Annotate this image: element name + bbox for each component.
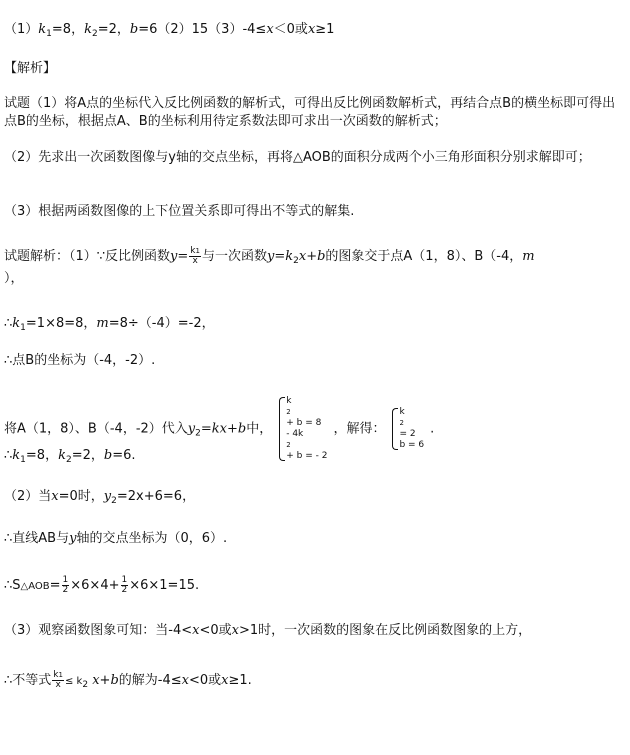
text: ≥1. bbox=[228, 673, 252, 688]
answer-part1: （1） bbox=[4, 22, 39, 37]
term: b = 6 bbox=[399, 440, 425, 450]
text: =1×8=8， bbox=[25, 316, 97, 331]
x-symbol: x bbox=[55, 680, 61, 690]
y-symbol: y bbox=[187, 421, 196, 437]
k-symbol: k bbox=[12, 448, 21, 463]
text: 将A（1，8）、B（-4，-2）代入 bbox=[4, 421, 188, 437]
text: （2）当 bbox=[4, 489, 52, 504]
plus: + bbox=[99, 673, 111, 688]
text: ∴直线AB与 bbox=[4, 531, 70, 546]
text: =2， bbox=[71, 448, 104, 463]
solution-line8 bbox=[4, 530, 227, 548]
m-symbol: m bbox=[522, 249, 535, 264]
numerator: 1 bbox=[62, 575, 69, 585]
y-symbol: y bbox=[103, 489, 112, 504]
b-symbol: b bbox=[129, 22, 139, 37]
solution-line11 bbox=[4, 671, 252, 694]
text: 试题解析：（1）∵反比例函数 bbox=[4, 249, 171, 264]
x-symbol: x bbox=[92, 673, 100, 688]
text: 轴的交点坐标为（0，6）. bbox=[76, 531, 228, 546]
fraction-half bbox=[62, 576, 70, 595]
x-symbol: x bbox=[192, 256, 198, 266]
text: 的解为-4≤ bbox=[118, 673, 182, 688]
x-symbol: x bbox=[181, 673, 189, 688]
k1-symbol: k bbox=[38, 22, 47, 37]
intro-step2: （2）先求出一次函数图像与y轴的交点坐标，再将△AOB的面积分成两个小三角形面积分别求解即可； bbox=[4, 150, 591, 165]
x-symbol: x bbox=[192, 623, 200, 638]
denominator: 2 bbox=[121, 585, 128, 595]
intro-step1: 试题（1）将A点的坐标代入反比例函数的解析式，可得出反比例函数解析式，再结合点B的横坐标即可得出点B的坐标，根据点A、B的坐标利用待定系数法即可求出一次函数的解析式； bbox=[4, 96, 616, 129]
analysis-heading: 【解析】 bbox=[4, 61, 57, 76]
x-symbol: x bbox=[221, 673, 229, 688]
text: 中， bbox=[246, 421, 273, 437]
text: =8÷（-4）=-2， bbox=[108, 316, 215, 331]
therefore: ∴ bbox=[4, 316, 13, 331]
text: >1时，一次函数的图象在反比例函数图象的上方， bbox=[239, 623, 532, 638]
subscript: 1 bbox=[20, 323, 26, 333]
numerator: 1 bbox=[121, 575, 128, 585]
triangle-subscript: △AOB bbox=[20, 581, 50, 592]
text: =8， bbox=[25, 448, 59, 463]
b-symbol: b bbox=[110, 673, 119, 688]
term: = 2 bbox=[399, 429, 416, 439]
subscript: 2 bbox=[111, 496, 117, 506]
subscript: 1 bbox=[195, 247, 200, 255]
x-symbol: x bbox=[231, 623, 239, 638]
text: 与一次函数 bbox=[201, 249, 267, 264]
term: + b = - 2 bbox=[286, 451, 328, 461]
m-symbol: m bbox=[96, 316, 109, 331]
k-symbol: k bbox=[12, 316, 21, 331]
k2-value: =2， bbox=[97, 22, 130, 37]
solution-line7 bbox=[4, 488, 195, 510]
solution-line4: ∴点B的坐标为（-4，-2）. bbox=[4, 353, 156, 368]
text: ∴S bbox=[4, 578, 21, 593]
intro-step3: （3）根据两函数图像的上下位置关系即可得出不等式的解集. bbox=[4, 204, 355, 219]
answer-mid: ＜0或 bbox=[273, 22, 308, 37]
text: = bbox=[49, 578, 61, 593]
subscript: 1 bbox=[20, 455, 26, 465]
k-symbol: k bbox=[53, 670, 59, 680]
text: （3）观察函数图象可知：当-4< bbox=[4, 623, 193, 638]
y-symbol: y= bbox=[170, 249, 189, 264]
x-symbol: x bbox=[266, 22, 274, 37]
denominator: 2 bbox=[62, 585, 69, 595]
text: 的图象交于点A（1，8）、B（-4， bbox=[325, 249, 523, 264]
y-symbol: y bbox=[69, 531, 77, 546]
fraction-half bbox=[121, 576, 129, 595]
subscript: 2 bbox=[195, 428, 201, 439]
text: ，解得： bbox=[333, 421, 386, 437]
b-value-and-answers: =6（2）15（3）-4≤ bbox=[138, 22, 267, 37]
text: =6. bbox=[112, 448, 136, 463]
k1-subscript: 1 bbox=[46, 29, 52, 39]
term: - 4k bbox=[286, 429, 304, 439]
equation: =k bbox=[200, 421, 220, 437]
subscript: 2 bbox=[399, 419, 404, 427]
subscript: 2 bbox=[286, 441, 291, 449]
linear-function: y=k bbox=[267, 249, 294, 264]
subscript: 2 bbox=[65, 455, 72, 465]
text: =0时， bbox=[58, 489, 104, 504]
text: <0或 bbox=[199, 623, 232, 638]
text: <0或 bbox=[188, 673, 222, 688]
solution-line9 bbox=[4, 576, 199, 596]
text: =2x+6=6， bbox=[116, 489, 196, 504]
subscript: 2 bbox=[82, 680, 89, 690]
text: ∴不等式 bbox=[4, 673, 52, 688]
k-symbol: k bbox=[58, 448, 66, 463]
fraction-k1-over-x bbox=[189, 247, 201, 266]
k-symbol: k bbox=[190, 246, 196, 256]
solution-line10 bbox=[4, 622, 531, 640]
x-symbol: x bbox=[307, 22, 316, 37]
solution-system bbox=[391, 407, 424, 451]
b-symbol: b bbox=[103, 448, 113, 463]
fraction-k1-over-x bbox=[52, 671, 64, 690]
equation-tail: x+b bbox=[219, 421, 247, 437]
text: ×6×1=15. bbox=[129, 578, 200, 593]
k1-value: =8， bbox=[51, 22, 85, 37]
solution-line6 bbox=[4, 447, 136, 469]
equation-system bbox=[278, 396, 327, 462]
therefore: ∴ bbox=[4, 448, 13, 463]
subscript: 2 bbox=[293, 256, 299, 266]
period: . bbox=[430, 421, 435, 437]
term: + b = 8 bbox=[286, 418, 322, 428]
answer-end: ≥1 bbox=[315, 22, 335, 37]
k2-subscript: 2 bbox=[91, 29, 98, 39]
solution-line3 bbox=[4, 315, 215, 337]
text: ×6×4+ bbox=[70, 578, 120, 593]
subscript: 1 bbox=[58, 671, 63, 679]
solution-line2: ）， bbox=[4, 271, 24, 286]
x-symbol: x bbox=[51, 489, 59, 504]
linear-function-tail: x+b bbox=[298, 249, 326, 264]
solution-line1 bbox=[4, 247, 535, 270]
inequality: ≤ k bbox=[64, 676, 83, 687]
term: k bbox=[399, 407, 405, 417]
subscript: 2 bbox=[286, 408, 291, 416]
term: k bbox=[286, 396, 292, 406]
answer-line bbox=[4, 21, 334, 43]
k2-symbol: k bbox=[84, 22, 92, 37]
